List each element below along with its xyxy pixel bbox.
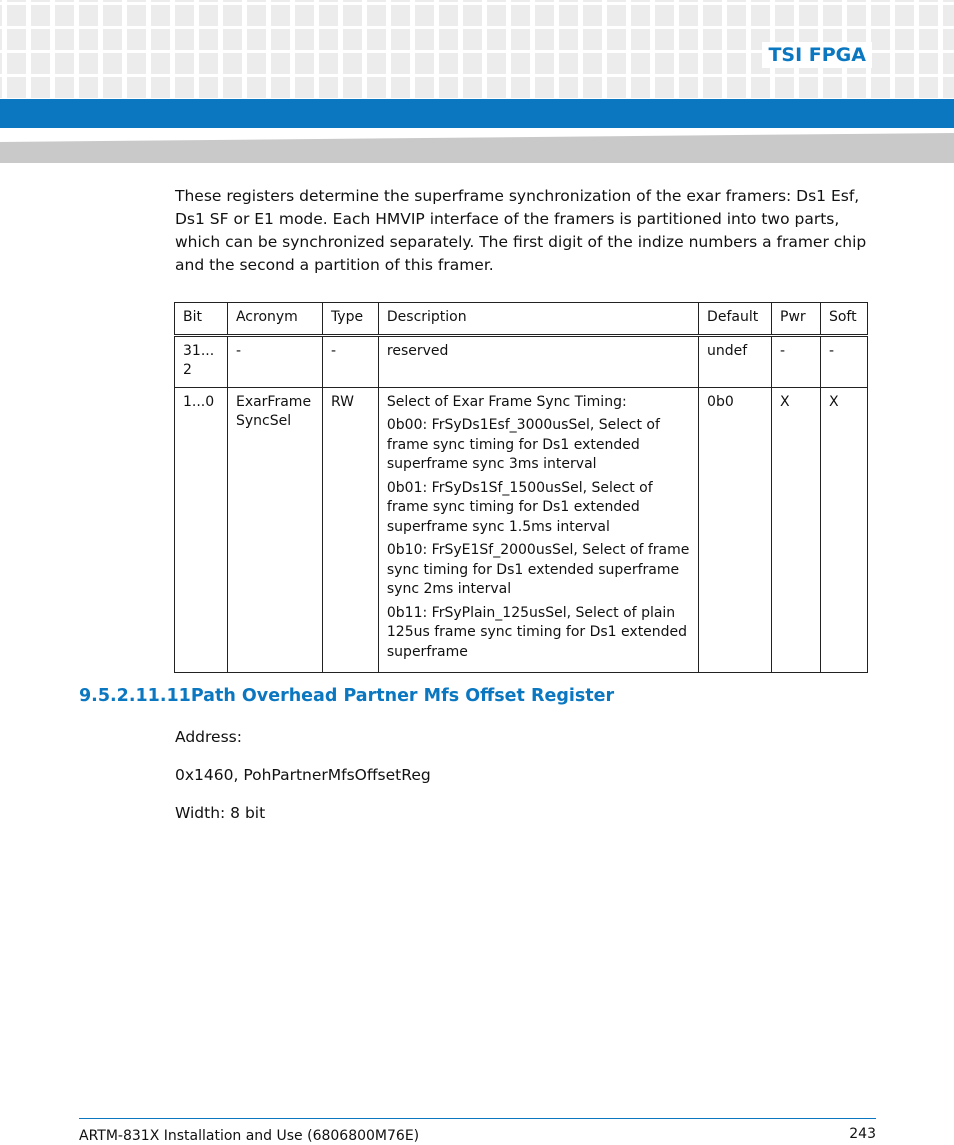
- cell-soft: -: [820, 335, 867, 387]
- cell-type: RW: [322, 387, 378, 673]
- description-line: 0b10: FrSyE1Sf_2000usSel, Select of frame sync timing for Ds1 extended superframe sync 2ms interval: [386, 542, 690, 597]
- footer-document-title: ARTM-831X Installation and Use (6806800M76E): [79, 1128, 420, 1144]
- cell-description: [378, 387, 698, 673]
- intro-paragraph: These registers determine the superframe synchronization of the exar framers: Ds1 Esf, Ds1 SF or E1 mode. Each HMVIP interface of the framers is partitioned into two parts, which can be synchronized separately. The first digit of the indize numbers a framer chip and the second a partition of this framer.: [175, 187, 867, 274]
- cell-bit: 31... 2: [175, 335, 228, 387]
- col-header-default: Default: [699, 303, 772, 336]
- col-header-soft: Soft: [820, 303, 867, 336]
- col-header-description: Description: [378, 303, 698, 336]
- cell-type: -: [322, 335, 378, 387]
- description-line: 0b01: FrSyDs1Sf_1500usSel, Select of frame sync timing for Ds1 extended superframe sync 1.5ms interval: [386, 479, 653, 535]
- cell-pwr: -: [772, 335, 821, 387]
- footer-page-number: 243: [849, 1126, 876, 1142]
- col-header-acronym: Acronym: [227, 303, 322, 336]
- section-number: 9.5.2.11.11: [79, 686, 191, 706]
- cell-description: [378, 335, 698, 387]
- col-header-type: Type: [322, 303, 378, 336]
- header-title: TSI FPGA: [762, 42, 872, 68]
- cell-default: 0b0: [699, 387, 772, 673]
- register-table: [174, 302, 868, 673]
- section-title: Path Overhead Partner Mfs Offset Register: [190, 686, 615, 706]
- col-header-pwr: Pwr: [772, 303, 821, 336]
- table-row: [175, 387, 868, 673]
- description-line: 0b00: FrSyDs1Esf_3000usSel, Select of frame sync timing for Ds1 extended superframe sync 3ms interval: [386, 417, 660, 472]
- cell-acronym: ExarFrame SyncSel: [227, 387, 322, 673]
- description-line: Select of Exar Frame Sync Timing:: [386, 393, 627, 410]
- cell-soft: X: [820, 387, 867, 673]
- footer-divider: [79, 1118, 876, 1119]
- cell-acronym: -: [227, 335, 322, 387]
- register-width: Width: 8 bit: [175, 804, 266, 822]
- header-gray-wedge: [0, 133, 954, 163]
- table-row: [175, 335, 868, 387]
- cell-bit: 1...0: [175, 387, 228, 673]
- address-label: Address:: [175, 728, 242, 746]
- col-header-bit: Bit: [175, 303, 228, 336]
- cell-default: undef: [699, 335, 772, 387]
- section-heading: [79, 686, 614, 706]
- description-line: reserved: [386, 342, 449, 359]
- header-blue-bar: [0, 99, 954, 128]
- table-header-row: [175, 303, 868, 336]
- cell-pwr: X: [772, 387, 821, 673]
- address-value: 0x1460, PohPartnerMfsOffsetReg: [175, 766, 431, 784]
- description-line: 0b11: FrSyPlain_125usSel, Select of plain 125us frame sync timing for Ds1 extended superframe: [386, 604, 688, 660]
